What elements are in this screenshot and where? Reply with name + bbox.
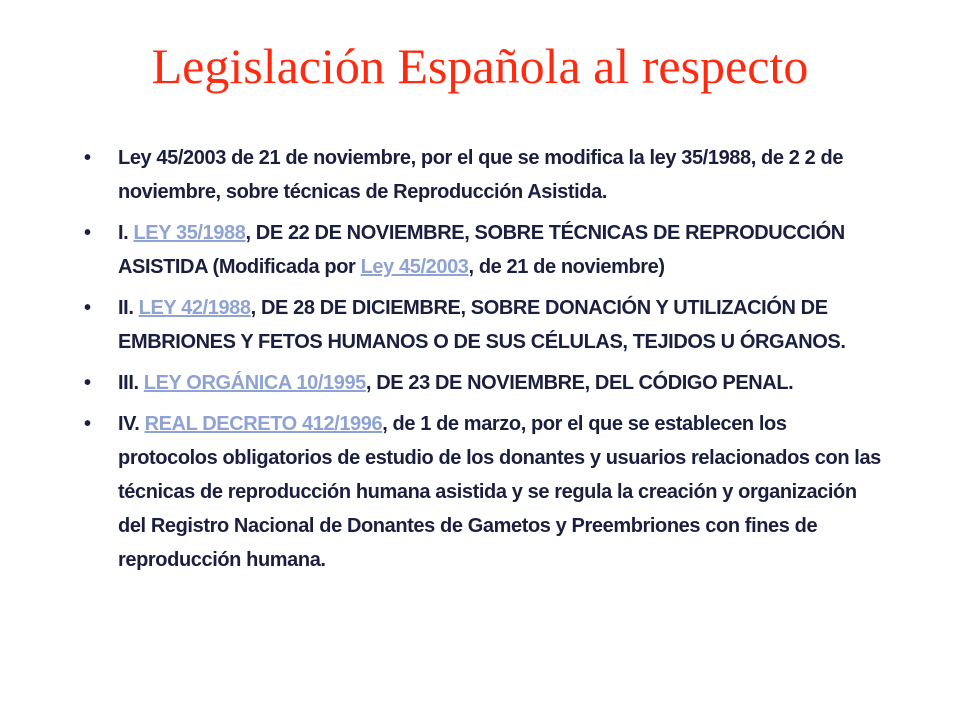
bullet-list (84, 141, 884, 584)
item-prefix: III. (118, 372, 144, 394)
bullet-icon: • (84, 297, 91, 319)
list-item (84, 141, 884, 209)
item-text: , DE 28 DE DICIEMBRE, SOBRE DONACIÓN Y UTILIZACIÓN DE EMBRIONES Y FETOS HUMANOS O DE SUS CÉLULAS, TEJIDOS U ÓRGANOS. (118, 297, 846, 353)
item-text: , de 1 de marzo, por el que se establecen los protocolos obligatorios de estudio de los donantes y usuarios relacionados con las técnicas de reproducción humana asistida y se regula la creación y organización del Registro Nacional de Donantes de Gametos y Preembriones con fines de reproducción humana. (118, 413, 881, 571)
bullet-icon: • (84, 372, 91, 394)
law-link-ley-42-1988[interactable]: LEY 42/1988 (138, 297, 251, 319)
list-item (84, 407, 884, 577)
list-item (84, 366, 884, 400)
list-item (84, 216, 884, 284)
slide-title: Legislación Española al respecto (151, 38, 809, 94)
law-link-ley-35-1988[interactable]: LEY 35/1988 (133, 222, 246, 244)
list-item (84, 291, 884, 359)
law-link-ley-45-2003[interactable]: Ley 45/2003 (360, 256, 469, 278)
bullet-icon: • (84, 413, 91, 435)
law-link-real-decreto-412-1996[interactable]: REAL DECRETO 412/1996 (144, 413, 383, 435)
item-text: , DE 23 DE NOVIEMBRE, DEL CÓDIGO PENAL. (365, 372, 794, 394)
item-prefix: IV. (118, 413, 145, 435)
bullet-icon: • (84, 147, 91, 169)
item-text: , DE 22 DE NOVIEMBRE, SOBRE TÉCNICAS DE REPRODUCCIÓN ASISTIDA (Modificada por (118, 222, 845, 278)
item-prefix: I. (118, 222, 134, 244)
law-link-ley-organica-10-1995[interactable]: LEY ORGÁNICA 10/1995 (143, 372, 366, 394)
item-prefix: II. (118, 297, 139, 319)
bullet-icon: • (84, 222, 91, 244)
item-text: , de 21 de noviembre) (468, 256, 665, 278)
item-text: Ley 45/2003 de 21 de noviembre, por el que se modifica la ley 35/1988, de 2 2 de noviembre, sobre técnicas de Reproducción Asistida. (118, 147, 844, 203)
